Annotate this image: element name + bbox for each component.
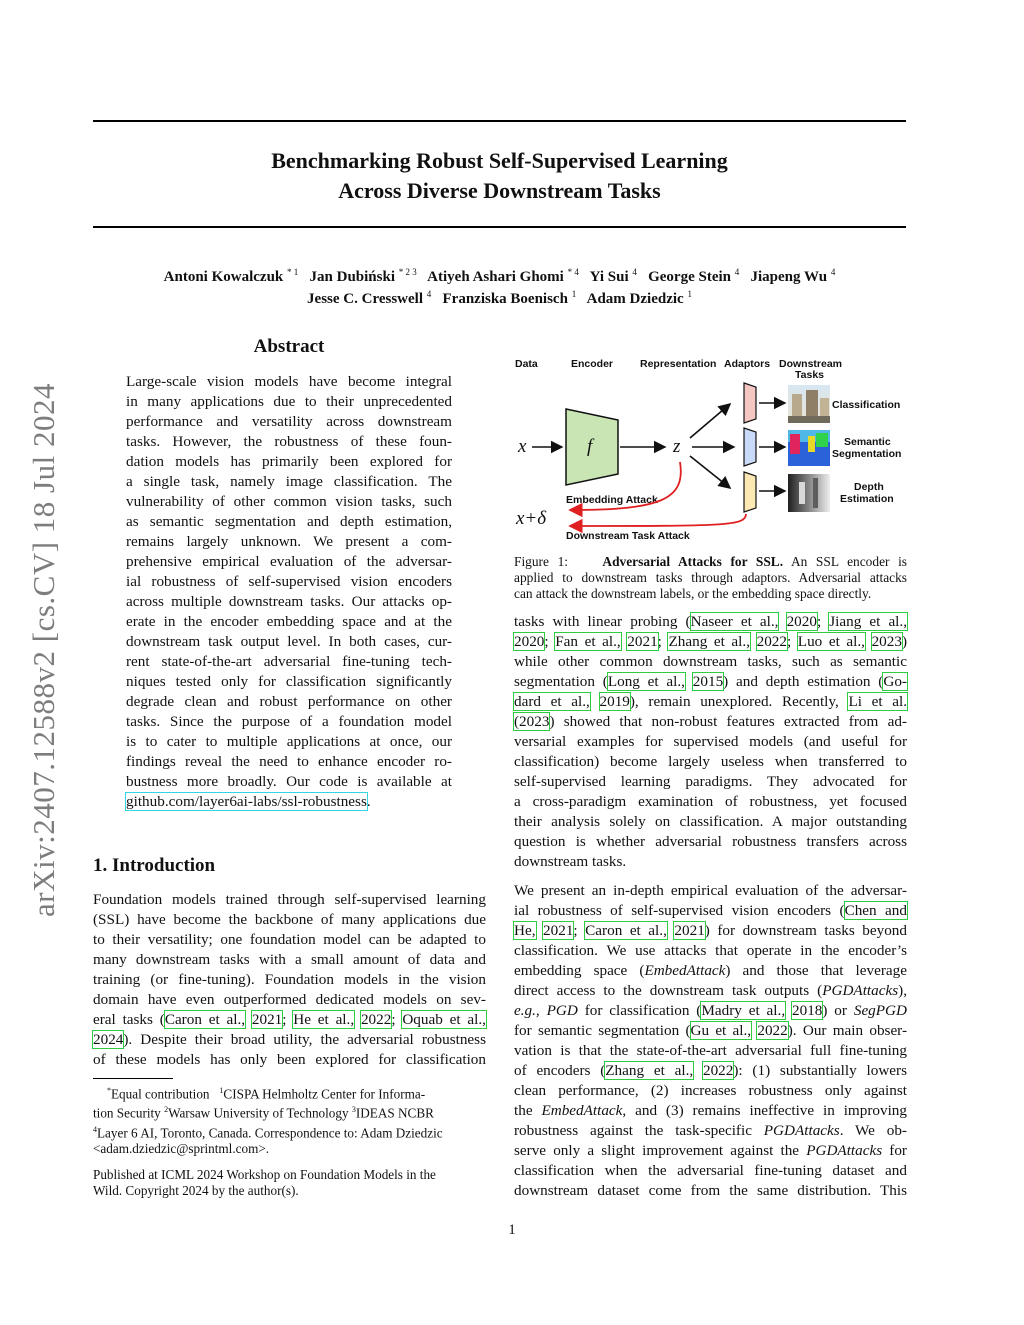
citation-link[interactable]: 2022 xyxy=(702,1062,734,1079)
top-rule xyxy=(93,120,906,122)
citation-link[interactable]: Chen and xyxy=(844,902,907,919)
text-line: training (or fine-tuning). Foundation models in the vision xyxy=(93,971,486,988)
citation-link[interactable]: (2023 xyxy=(514,713,550,730)
embedding-attack-label: Embedding Attack xyxy=(566,494,658,506)
text-line: robustness against the task-specific PGDAttacks. We ob- xyxy=(514,1122,907,1139)
text-line: rent state-of-the-art adversarial fine-tuning tech- xyxy=(126,653,452,670)
citation-link[interactable]: 2021 xyxy=(674,922,705,939)
text-line: is to cater to multiple applications at once, our xyxy=(126,733,452,750)
text-line: while other common downstream tasks, such as semantic xyxy=(514,653,907,670)
text-line: bustness more broadly. Our code is available at xyxy=(126,773,452,790)
author-affiliation: 4 xyxy=(632,267,637,277)
citation-link[interactable]: Go- xyxy=(883,673,907,690)
figure-1-caption xyxy=(514,554,907,602)
text-line: tasks with linear probing (Naseer et al., 2020; Jiang et al., xyxy=(514,613,907,630)
citation-link[interactable]: He et al., xyxy=(293,1011,355,1028)
author-affiliation: 4 xyxy=(830,267,836,277)
text-line: for semantic segmentation (Gu et al., 2022). Our main obser- xyxy=(514,1022,907,1039)
author-name: Antoni Kowalczuk xyxy=(163,269,284,285)
text-line: versarial examples for supervised models (and useful for xyxy=(514,733,907,750)
text-line: 2024). Despite their broad utility, the adversarial robustness xyxy=(93,1031,486,1048)
text-line: findings reveal the need to enhance encoder ro- xyxy=(126,753,452,770)
author-name: Atiyeh Ashari Ghomi xyxy=(427,269,564,285)
text-line: clean performance, (2) increases robustness only against xyxy=(514,1082,907,1099)
publication-note: Published at ICML 2024 Workshop on Foundation Models in the Wild. Copyright 2024 by the author(s). xyxy=(93,1167,436,1198)
text-line: of encoders (Zhang et al., 2022): (1) substantially lowers xyxy=(514,1062,907,1079)
text-line: a cross-paradigm examination of robustness, yet focused xyxy=(514,793,907,810)
input-x-label: x xyxy=(518,436,527,457)
text-line: of these models has only been explored for classification xyxy=(93,1051,486,1068)
citation-link[interactable]: dard et al., xyxy=(514,693,590,710)
citation-link[interactable]: Madry et al., xyxy=(701,1002,786,1019)
citation-link[interactable]: 2021 xyxy=(251,1011,283,1028)
text-line: a single task, namely image classification. The xyxy=(126,473,452,490)
citation-link[interactable]: 2015 xyxy=(692,673,724,690)
citation-link[interactable]: Long et al., xyxy=(607,673,685,690)
citation-link[interactable]: Zhang et al., xyxy=(605,1062,694,1079)
author-affiliation: 4 xyxy=(426,289,432,299)
adaptor-depth xyxy=(744,472,756,512)
representation-z-label: z xyxy=(673,436,681,457)
text-line: the EmbedAttack, and (3) remains ineffective in improving xyxy=(514,1102,907,1119)
bottom-rule xyxy=(93,226,906,228)
text-line: as semantic segmentation and depth estimation, xyxy=(126,513,452,530)
author-affiliation: * 4 xyxy=(567,267,579,277)
task-depth-label-2: Estimation xyxy=(840,493,894,505)
text-line: self-supervised learning paradigms. They advocated for xyxy=(514,773,907,790)
citation-link[interactable]: 2020 xyxy=(786,613,817,630)
citation-link[interactable]: Luo et al., xyxy=(797,633,865,650)
text-line: classification when the adversarial fine-tuning dataset and xyxy=(514,1162,907,1179)
text-line: performance and versatility across downstream xyxy=(126,413,452,430)
author-affiliation: 1 xyxy=(571,289,577,299)
citation-link[interactable]: 2021 xyxy=(543,922,574,939)
column-label-tasks: Tasks xyxy=(795,369,824,381)
text-line: ial robustness of self-supervised vision encoders xyxy=(126,573,452,590)
text-line: He, 2021; Caron et al., 2021) for downstream tasks beyond xyxy=(514,922,907,939)
adaptor-segmentation xyxy=(744,428,756,466)
citation-link[interactable]: Li et al. xyxy=(848,693,908,710)
text-line: remains largely unknown. We present a com- xyxy=(126,533,452,550)
column-label-data: Data xyxy=(515,358,538,370)
footnote-rule xyxy=(93,1078,173,1079)
text-line: classification. We use attacks that operate in the encoder’s xyxy=(514,942,907,959)
author-name: Adam Dziedzic xyxy=(586,291,684,307)
code-repository-link[interactable]: github.com/layer6ai-labs/ssl-robustness xyxy=(126,793,367,810)
citation-link[interactable]: 2022 xyxy=(756,633,787,650)
text-line: Foundation models trained through self-supervised learning xyxy=(93,891,486,908)
text-line: erate in the encoder embedding space and at the xyxy=(126,613,452,630)
citation-link[interactable]: 2024 xyxy=(93,1031,124,1048)
text-line: in many applications due to their unprecedented xyxy=(126,393,452,410)
citation-link[interactable]: Caron et al., xyxy=(585,922,667,939)
arxiv-identifier: arXiv:2407.12588v2 [cs.CV] 18 Jul 2024 xyxy=(26,383,61,917)
introduction-heading: 1. Introduction xyxy=(93,855,216,876)
text-line: downstream task output level. In both cases, cur- xyxy=(126,633,452,650)
author-affiliation: 1 xyxy=(687,289,692,299)
abstract-body xyxy=(126,372,452,812)
text-line: downstream tasks. xyxy=(514,853,627,870)
text-line: 2020; Fan et al., 2021; Zhang et al., 2022; Luo et al., 2023) xyxy=(514,633,907,650)
task-depth-label-1: Depth xyxy=(854,481,884,493)
text-line: Large-scale vision models have become integral xyxy=(126,373,452,390)
downstream-attack-arrow xyxy=(570,514,746,526)
text-line: their analysis solely on classification. A major outstanding xyxy=(514,813,907,830)
text-line: prehensive empirical evaluation of the adversar- xyxy=(126,553,452,570)
citation-link[interactable]: He, xyxy=(514,922,536,939)
citation-link[interactable]: Fan et al., xyxy=(555,633,621,650)
citation-link[interactable]: 2022 xyxy=(360,1011,392,1028)
author-name: Jiapeng Wu xyxy=(750,269,828,285)
text-line: many downstream tasks with a small amount of data and xyxy=(93,951,486,968)
column-label-downstream: Downstream xyxy=(779,358,843,370)
text-line: We present an in-depth empirical evaluation of the adversar- xyxy=(514,882,907,899)
citation-link[interactable]: Caron et al., xyxy=(164,1011,246,1028)
caption-line: can attack the downstream labels, or the embedding space directly. xyxy=(514,586,872,601)
text-line: segmentation (Long et al., 2015) and depth estimation (Go- xyxy=(514,673,907,690)
text-line: ial robustness of self-supervised vision encoders (Chen and xyxy=(514,902,907,919)
text-line: (2023) showed that non-robust features extracted from ad- xyxy=(514,713,907,730)
text-line: across multiple downstream tasks. Our attacks op- xyxy=(126,593,452,610)
text-line: degrade clean and robust performance on other xyxy=(126,693,452,710)
page-number: 1 xyxy=(508,1222,516,1238)
column-label-encoder: Encoder xyxy=(571,358,614,370)
segmentation-map-thumbnail xyxy=(788,430,830,466)
arrow-z-to-adaptor-1 xyxy=(690,404,730,438)
author-affiliation: * 2 3 xyxy=(398,267,417,277)
column-label-representation: Representation xyxy=(640,358,717,370)
downstream-attack-label: Downstream Task Attack xyxy=(566,530,690,542)
author-name: Jan Dubiński xyxy=(309,269,395,285)
citation-link[interactable]: 2019 xyxy=(599,693,630,710)
author-affiliation: 4 xyxy=(734,267,740,277)
author-name: Franziska Boenisch xyxy=(442,291,568,307)
text-line: question is whether adversarial robustness transfers across xyxy=(514,833,907,850)
right-column-paragraph-1 xyxy=(514,612,907,872)
paper-title-line-2: Across Diverse Downstream Tasks xyxy=(338,178,661,203)
text-line: niques tested only for classification significantly xyxy=(126,673,452,690)
text-line: downstream dataset come from the same distribution. This xyxy=(514,1182,907,1199)
depth-map-thumbnail xyxy=(788,474,830,512)
task-segmentation-label-2: Segmentation xyxy=(832,448,902,460)
caption-line: Figure 1: Adversarial Attacks for SSL. An SSL encoder is xyxy=(514,554,908,569)
column-label-adaptors: Adaptors xyxy=(724,358,771,370)
author-affiliation: * 1 xyxy=(287,267,299,277)
text-line: direct access to the downstream task outputs (PGDAttacks), xyxy=(514,982,907,999)
text-line: vulnerability of other common vision tasks, such xyxy=(126,493,452,510)
text-line: dation models has primarily been explored for xyxy=(126,453,452,470)
caption-line: applied to downstream tasks through adaptors. Adversarial attacks xyxy=(514,570,907,585)
citation-link[interactable]: Zhang et al., xyxy=(668,633,750,650)
text-line: domain have even outperformed dedicated models on sev- xyxy=(93,991,486,1008)
author-name: George Stein xyxy=(648,269,732,285)
task-segmentation-label-1: Semantic xyxy=(844,436,891,448)
paper-title-line-1: Benchmarking Robust Self-Supervised Learning xyxy=(271,148,728,173)
text-line: (SSL) have become the backbone of many applications due xyxy=(93,911,486,928)
arrow-z-to-adaptor-3 xyxy=(690,456,730,488)
citation-link[interactable]: 2021 xyxy=(627,633,658,650)
citation-link[interactable]: Naseer et al., xyxy=(690,613,779,630)
citation-link[interactable]: Gu et al., xyxy=(690,1022,752,1039)
citation-link[interactable]: 2018 xyxy=(792,1002,823,1019)
adaptor-classification xyxy=(744,383,756,423)
encoder-f-label: f xyxy=(587,436,593,457)
text-line: e.g., PGD for classification (Madry et al., 2018) or SegPGD xyxy=(514,1002,907,1019)
citation-link[interactable]: Oquab et al., xyxy=(402,1011,486,1028)
author-name: Yi Sui xyxy=(589,269,629,285)
citation-link[interactable]: Jiang et al., xyxy=(829,613,907,630)
text-line: dard et al., 2019), remain unexplored. Recently, Li et al. xyxy=(514,693,908,710)
figure-1-diagram xyxy=(510,350,910,546)
abstract-heading: Abstract xyxy=(253,336,325,357)
text-line: serve only a slight improvement against the PGDAttacks for xyxy=(514,1142,907,1159)
text-line: github.com/layer6ai-labs/ssl-robustness. xyxy=(126,793,371,810)
text-line: vation is that the state-of-the-art adversarial full fine-tuning xyxy=(514,1042,907,1059)
introduction-body xyxy=(93,890,486,1070)
text-line: classification) become largely useless when transferred to xyxy=(514,753,907,770)
classification-image-thumbnail xyxy=(788,385,830,423)
footnote: *Equal contribution $^1$CISPA Helmholtz Center for Informa- tion Security $^2$Warsaw University of Technology $^3$IDEAS NCBR $^4$Layer 6 AI, Toronto, Canada. Correspondence to: Adam Dziedzic <adam.dziedzic@sprintml.com>. xyxy=(93,1086,443,1157)
text-line: eral tasks (Caron et al., 2021; He et al., 2022; Oquab et al., xyxy=(93,1011,486,1028)
text-line: tasks. Since the purpose of a foundation model xyxy=(126,713,452,730)
text-line: to their versatility; one foundation model can be adapted to xyxy=(93,931,486,948)
text-line: embedding space (EmbedAttack) and those that leverage xyxy=(514,962,907,979)
citation-link[interactable]: 2023 xyxy=(871,633,902,650)
author-list-line-2 xyxy=(93,283,906,310)
right-column-paragraph-2 xyxy=(514,881,907,1201)
author-name: Jesse C. Cresswell xyxy=(307,291,423,307)
text-line: tasks. However, the robustness of these foun- xyxy=(126,433,452,450)
task-classification-label: Classification xyxy=(832,399,901,411)
citation-link[interactable]: 2022 xyxy=(757,1022,788,1039)
citation-link[interactable]: 2020 xyxy=(514,633,545,650)
perturbed-input-label: x+δ xyxy=(516,508,547,529)
